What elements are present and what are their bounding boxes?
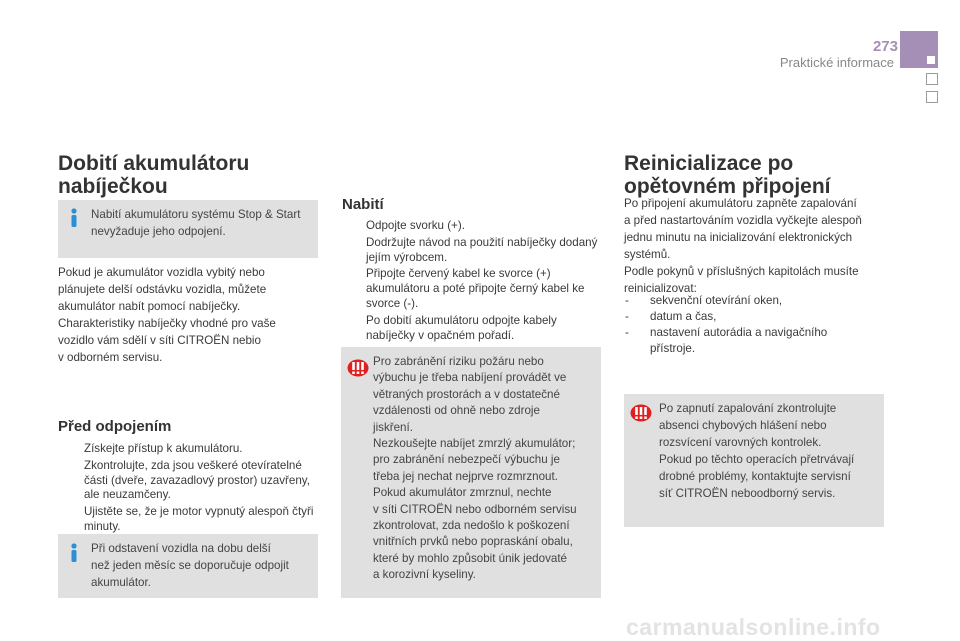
dash-bullet: - xyxy=(625,310,629,323)
intro-line: plánujete delší odstávku vozidla, můžete xyxy=(58,283,267,296)
reinit-intro xyxy=(624,195,894,297)
charging-title-line1: Dobití akumulátoru xyxy=(58,152,250,175)
intro-line: a před nastartováním vozidla vyčkejte alespoň xyxy=(624,214,862,227)
warning-box-charging xyxy=(341,347,601,598)
intro-line: Podle pokynů v příslušných kapitolách musíte xyxy=(624,265,859,278)
charging-heading: Nabití xyxy=(342,196,384,213)
list-item: - datum a čas, xyxy=(625,310,717,323)
intro-line: Pokud je akumulátor vozidla vybitý nebo xyxy=(58,266,265,279)
dash-bullet: - xyxy=(625,326,629,339)
warning-icon xyxy=(630,404,652,422)
list-item: Po dobití akumulátoru odpojte kabely nabíječky v opačném pořadí. xyxy=(366,313,557,342)
page-marker-square xyxy=(926,91,938,103)
info-icon xyxy=(66,543,82,563)
before-disconnect-heading: Před odpojením xyxy=(58,418,172,435)
reinit-title-line1: Reinicializace po xyxy=(624,152,794,175)
reinit-list xyxy=(624,293,874,357)
chapter-tab xyxy=(900,31,938,68)
charging-title xyxy=(58,152,249,198)
intro-line: reinicializovat: xyxy=(624,282,697,295)
list-item: Ujistěte se, že je motor vypnutý alespoň čtyři minuty. xyxy=(84,505,314,533)
intro-line: v odborném servisu. xyxy=(58,351,163,364)
warning-text: Pro zabránění riziku požáru nebo výbuchu je třeba nabíjení provádět ve větraných prostorách a v dostatečné vzdálenosti od ohně nebo zdroje jiskření. Nezkoušejte nabíjet zmrzlý akumulátor; pro zabránění nebezpečí výbuchu je třeba jej nechat nejprve rozmrznout. Pokud akumulátor zmrznul, nechte v síti CITROËN nebo odborném servisu zkontrolovat, zda nedošlo k poškození vnitřních prvků nebo popraskání obalu, které by mohlo způsobit únik jedovaté a korozivní kyseliny. xyxy=(373,355,577,582)
intro-line: Charakteristiky nabíječky vhodné pro vaše xyxy=(58,317,276,330)
warning-icon xyxy=(347,359,369,377)
section-title: Praktické informace xyxy=(779,55,894,70)
tab-marker xyxy=(927,56,935,64)
list-item: Zkontrolujte, zda jsou veškeré otevíratelné části (dveře, zavazadlový prostor) uzavřeny, ale neuzamčeny. xyxy=(84,458,310,502)
list-item: Získejte přístup k akumulátoru. xyxy=(84,442,243,455)
page-marker-square xyxy=(926,73,938,85)
intro-line: systémů. xyxy=(624,248,671,261)
info-note-text: Nabití akumulátoru systému Stop & Start nevyžaduje jeho odpojení. xyxy=(91,208,301,238)
info-icon xyxy=(66,208,82,228)
info-note-text: Při odstavení vozidla na dobu delší než jeden měsíc se doporučuje odpojit akumulátor. xyxy=(91,542,289,589)
list-item: Připojte červený kabel ke svorce (+) akumulátoru a poté připojte černý kabel ke svorce (-). xyxy=(366,267,585,310)
before-disconnect-list xyxy=(62,442,320,537)
info-box-stop-start xyxy=(58,200,318,258)
list-item: Odpojte svorku (+). xyxy=(366,219,465,232)
watermark: carmanualsonline.info xyxy=(626,614,881,640)
warning-text: Po zapnutí zapalování zkontrolujte absenci chybových hlášení nebo rozsvícení varovných kontrolek. Pokud po těchto operacích přetrvávají drobné problémy, kontaktujte servisní síť CITROËN neboodborný servis. xyxy=(659,402,855,500)
intro-line: Po připojení akumulátoru zapněte zapalování xyxy=(624,197,857,210)
info-box-storage xyxy=(58,534,318,598)
charging-intro xyxy=(58,264,328,366)
dash-bullet: - xyxy=(625,294,629,307)
list-item: Dodržujte návod na použití nabíječky dodaný jejím výrobcem. xyxy=(366,235,598,264)
list-item: - sekvenční otevírání oken, xyxy=(625,294,783,307)
intro-line: akumulátor nabít pomocí nabíječky. xyxy=(58,300,241,313)
reinit-title-line2: opětovném připojení xyxy=(624,175,831,198)
intro-line: vozidlo vám sdělí v síti CITROËN nebio xyxy=(58,334,261,347)
charging-steps-list xyxy=(344,219,602,345)
intro-line: jednu minutu na inicializování elektronických xyxy=(624,231,853,244)
list-item: - nastavení autorádia a navigačního přístroje. xyxy=(625,326,828,355)
page-number: 273 xyxy=(872,38,898,55)
charging-title-line2: nabíječkou xyxy=(58,175,168,198)
warning-box-reinit xyxy=(624,394,884,527)
reinit-title xyxy=(624,152,831,198)
